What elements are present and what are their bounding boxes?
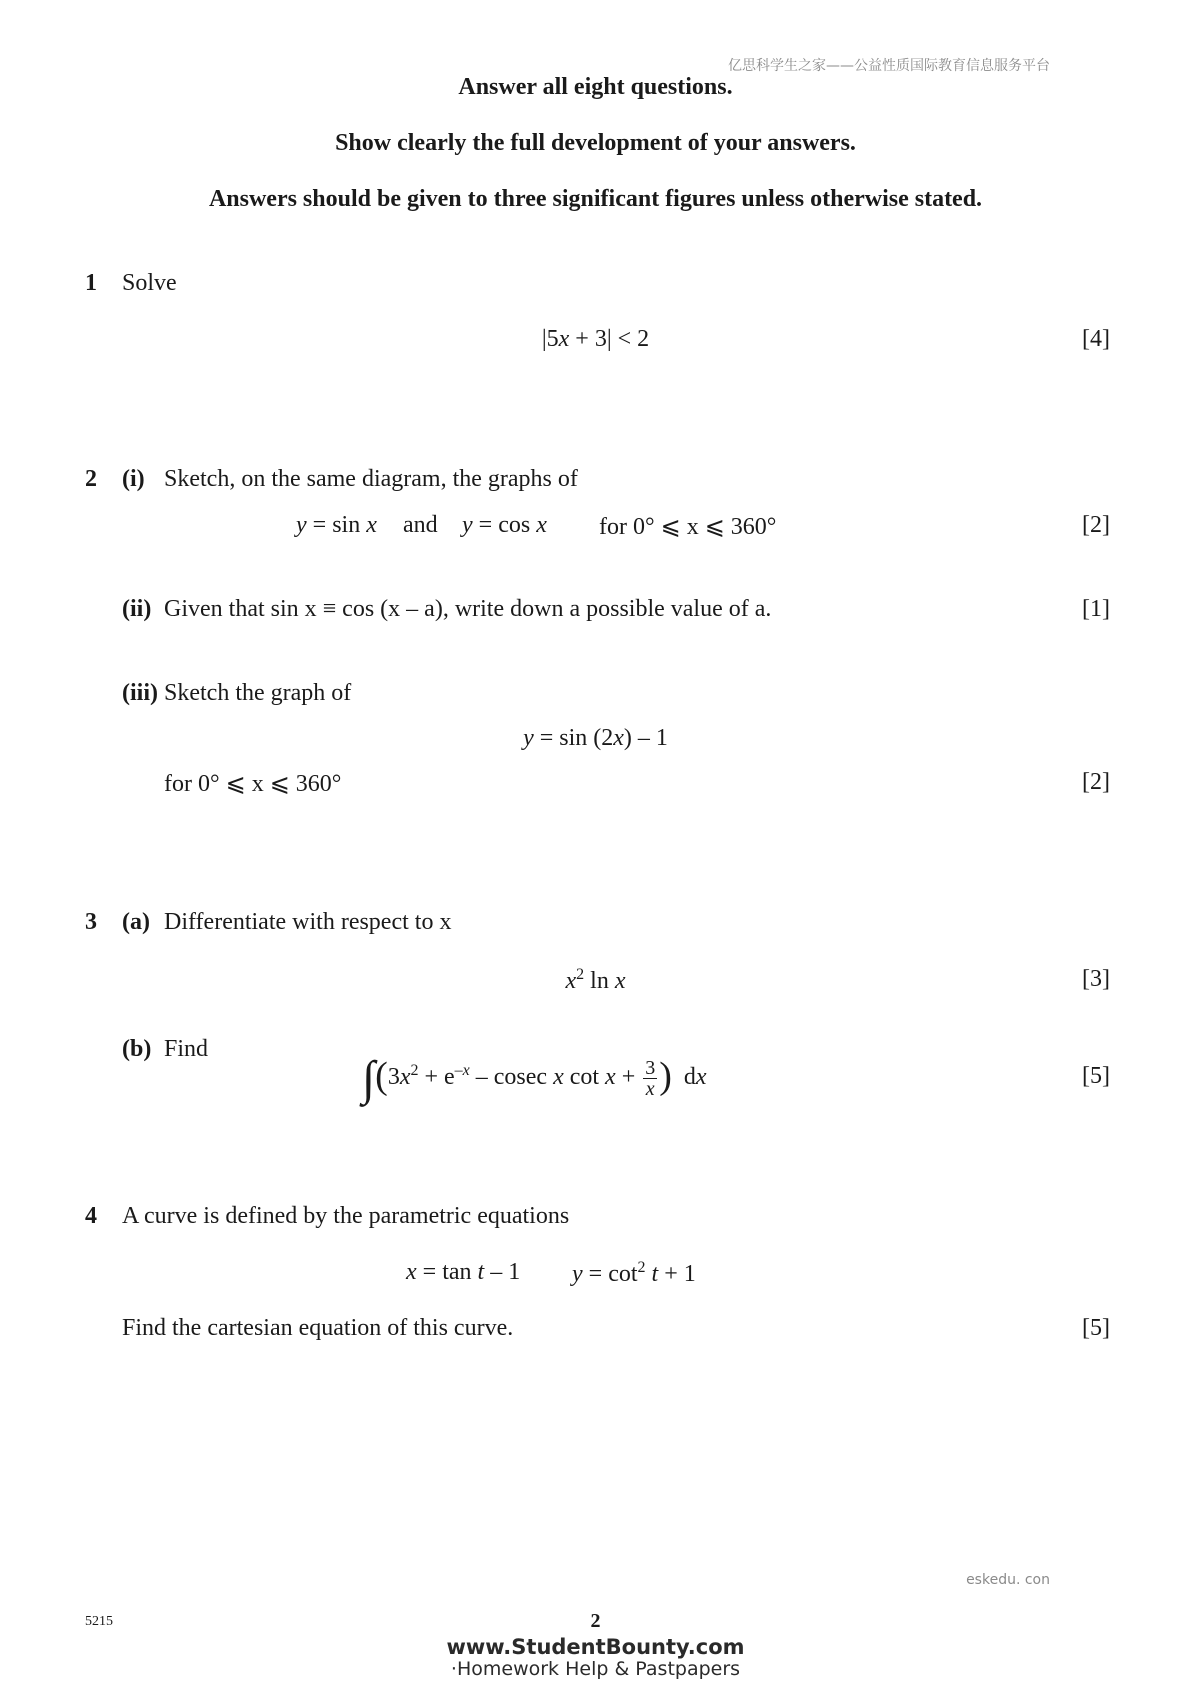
question-3b-label: (b) xyxy=(122,1036,152,1062)
question-4-y-equation: $y = \cot^2 t + 1$ xyxy=(572,1259,696,1287)
question-2iii-label: (iii) xyxy=(122,680,158,706)
logo-line-2: ·Homework Help & Pastpapers xyxy=(450,1658,741,1680)
question-3a-expression: $x^2$ ln x xyxy=(565,966,626,994)
question-3a-text: Differentiate with respect to x xyxy=(164,909,452,935)
question-4-text2: Find the cartesian equation of this curve. xyxy=(122,1315,514,1341)
question-1-mark: [4] xyxy=(1082,326,1110,352)
instruction-3: Answers should be given to three significant figures unless otherwise stated. xyxy=(208,186,983,212)
question-2iii-range: for 0° ⩽ x ⩽ 360° xyxy=(164,771,342,797)
watermark-top: 亿思科学生之家——公益性质国际教育信息服务平台 xyxy=(728,58,1050,74)
question-2iii-text: Sketch the graph of xyxy=(164,680,352,706)
question-2i-range: for 0° ⩽ x ⩽ 360° xyxy=(599,514,777,540)
question-2i-text: Sketch, on the same diagram, the graphs of xyxy=(164,466,578,492)
question-2ii-mark: [1] xyxy=(1082,596,1110,622)
question-2i-sin-graph: y = sin x xyxy=(296,512,377,538)
studentbounty-logo xyxy=(0,1636,1191,1680)
question-1-number: 1 xyxy=(85,270,97,296)
question-2iii-mark: [2] xyxy=(1082,769,1110,795)
question-4-x-equation: x = tan t – 1 xyxy=(406,1259,521,1285)
question-2-number: 2 xyxy=(85,466,97,492)
question-3b-mark: [5] xyxy=(1082,1063,1110,1089)
instruction-2: Show clearly the full development of your answers. xyxy=(335,130,856,156)
instruction-1: Answer all eight questions. xyxy=(458,74,733,100)
logo-line-1: www.StudentBounty.com xyxy=(446,1635,745,1659)
question-2i-mark: [2] xyxy=(1082,512,1110,538)
page-number: 2 xyxy=(590,1610,601,1632)
question-2i-label: (i) xyxy=(122,466,145,492)
question-2iii-equation: y = sin (2x) – 1 xyxy=(523,725,668,751)
question-3a-label: (a) xyxy=(122,909,150,935)
watermark-bottom: eskedu. con xyxy=(966,1572,1050,1588)
question-2i-and: and xyxy=(403,512,438,538)
question-4-mark: [5] xyxy=(1082,1315,1110,1341)
question-1-inequality: |5x + 3| < 2 xyxy=(541,326,650,352)
question-3-number: 3 xyxy=(85,909,97,935)
question-1-text: Solve xyxy=(122,270,177,296)
question-4-text: A curve is defined by the parametric equations xyxy=(122,1203,570,1229)
question-3a-mark: [3] xyxy=(1082,966,1110,992)
question-2ii-text: Given that sin x ≡ cos (x – a), write down a possible value of a. xyxy=(164,596,772,622)
question-3b-integral: $\int(3x^2 + e^{-x} - cosec$ x cot x + $\frac{3}{x}$ ) dx xyxy=(362,1052,707,1105)
question-4-number: 4 xyxy=(85,1203,97,1229)
question-2ii-label: (ii) xyxy=(122,596,152,622)
question-3b-text: Find xyxy=(164,1036,209,1062)
question-2i-cos-graph: y = cos x xyxy=(462,512,547,538)
paper-code: 5215 xyxy=(85,1614,113,1629)
